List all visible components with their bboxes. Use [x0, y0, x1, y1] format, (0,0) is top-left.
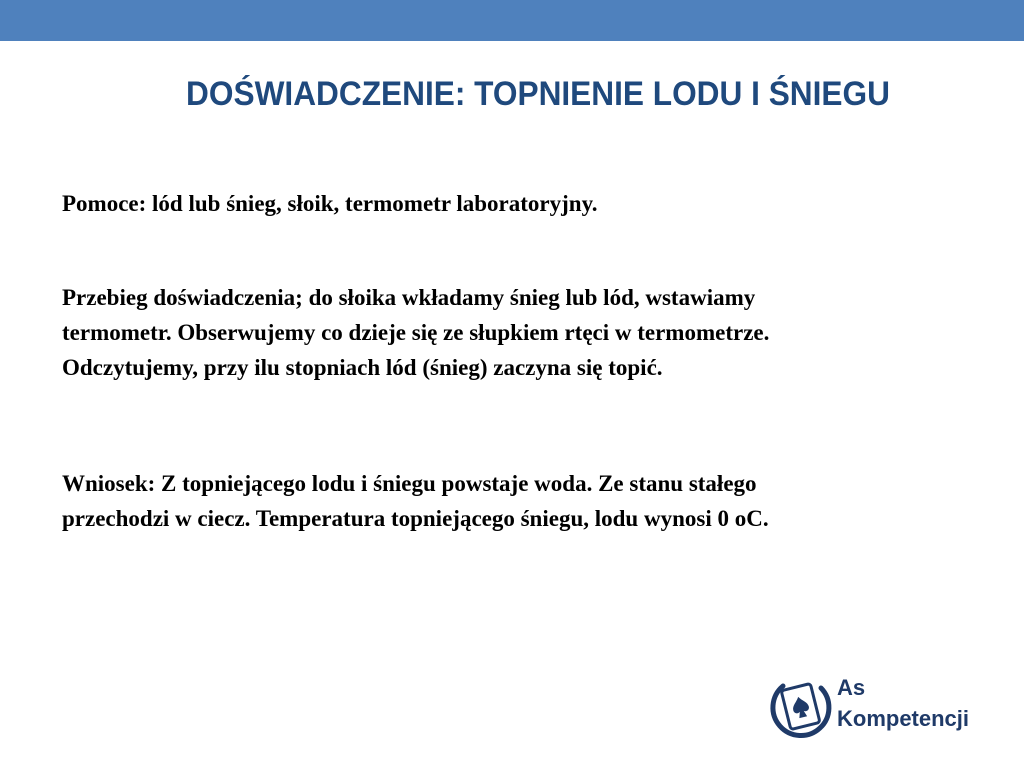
slide-title: DOŚWIADCZENIE: TOPNIENIE LODU I ŚNIEGU: [186, 75, 890, 113]
przebieg-line: Przebieg doświadczenia; do słoika wkładamy śnieg lub lód, wstawiamy: [62, 285, 756, 310]
przebieg-line: termometr. Obserwujemy co dzieje się ze słupkiem rtęci w termometrze.: [62, 320, 770, 345]
logo-line-2: Kompetencji: [837, 706, 970, 731]
logo-text: [837, 672, 969, 734]
paragraph-wniosek: [62, 466, 962, 536]
spade-card-icon: [769, 674, 833, 742]
logo-line-1: As: [837, 675, 866, 700]
paragraph-przebieg: [62, 280, 962, 385]
pomoce-text: Pomoce: lód lub śnieg, słoik, termometr laboratoryjny.: [62, 191, 598, 216]
as-kompetencji-logo: [769, 670, 999, 744]
wniosek-line: Wniosek: Z topniejącego lodu i śniegu powstaje woda. Ze stanu stałego: [62, 471, 757, 496]
przebieg-line: Odczytujemy, przy ilu stopniach lód (śnieg) zaczyna się topić.: [62, 355, 663, 380]
wniosek-line: przechodzi w ciecz. Temperatura topniejącego śniegu, lodu wynosi 0 oC.: [62, 506, 769, 531]
top-accent-bar: [0, 0, 1024, 41]
paragraph-pomoce: [62, 186, 962, 221]
